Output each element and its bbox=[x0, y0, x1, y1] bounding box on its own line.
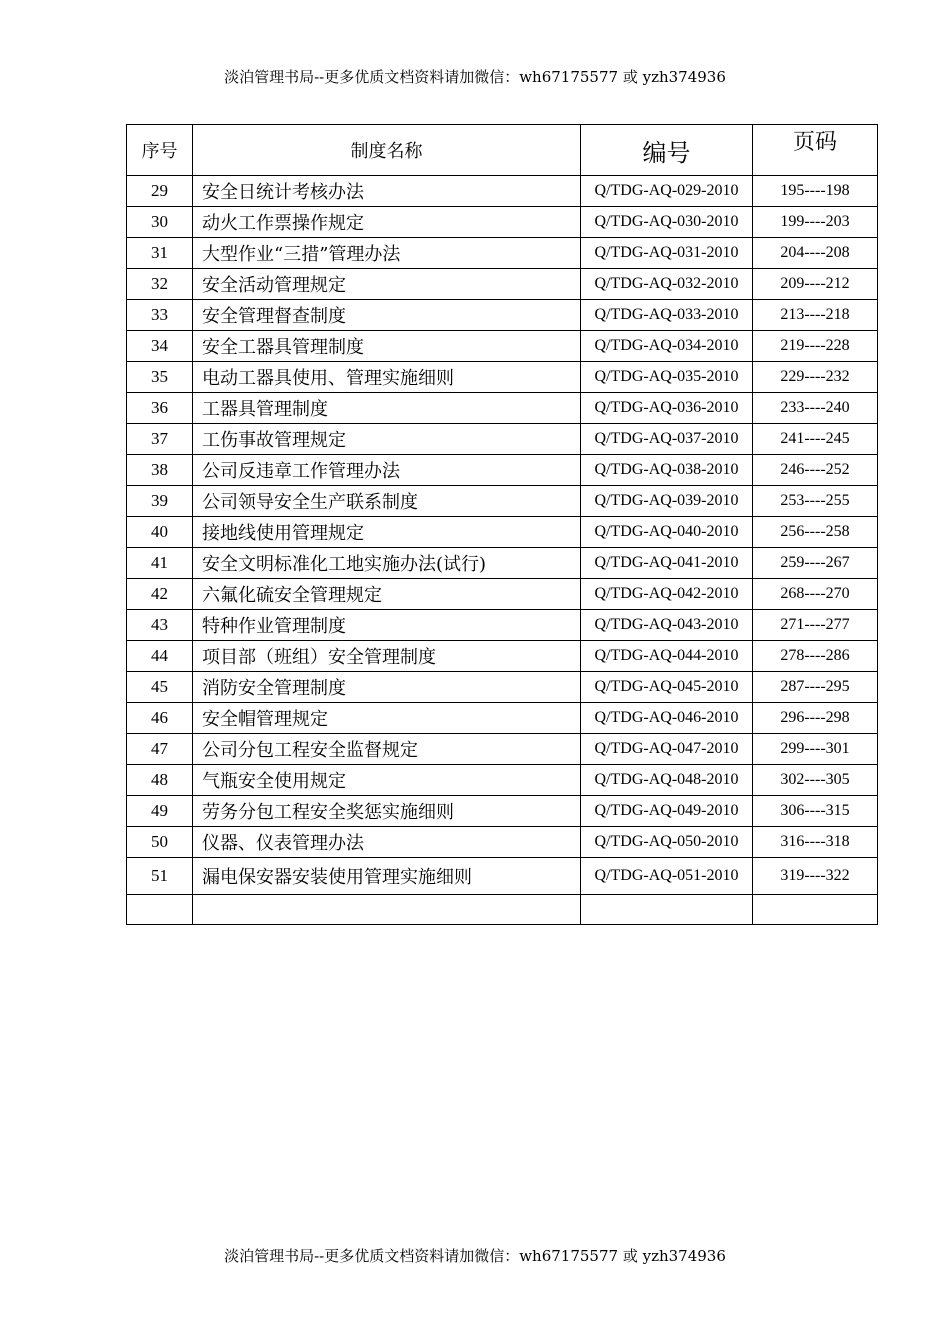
row-regulation-name: 工伤事故管理规定 bbox=[193, 424, 581, 455]
row-regulation-name: 漏电保安器安装使用管理实施细则 bbox=[193, 858, 581, 895]
row-page-range: 233----240 bbox=[753, 393, 878, 424]
row-number: 36 bbox=[127, 393, 193, 424]
row-number: 44 bbox=[127, 641, 193, 672]
row-number: 51 bbox=[127, 858, 193, 895]
column-header-code: 编号 bbox=[581, 125, 753, 176]
row-regulation-name: 劳务分包工程安全奖惩实施细则 bbox=[193, 796, 581, 827]
table-row bbox=[127, 672, 878, 703]
table-row bbox=[127, 796, 878, 827]
row-regulation-name: 仪器、仪表管理办法 bbox=[193, 827, 581, 858]
row-regulation-name: 安全工器具管理制度 bbox=[193, 331, 581, 362]
row-document-code: Q/TDG-AQ-039-2010 bbox=[581, 486, 753, 517]
row-number: 48 bbox=[127, 765, 193, 796]
table-row bbox=[127, 703, 878, 734]
regulations-table bbox=[126, 124, 878, 925]
row-regulation-name: 安全管理督查制度 bbox=[193, 300, 581, 331]
row-page-range: 219----228 bbox=[753, 331, 878, 362]
row-regulation-name: 安全帽管理规定 bbox=[193, 703, 581, 734]
row-page-range: 213----218 bbox=[753, 300, 878, 331]
row-page-range: 209----212 bbox=[753, 269, 878, 300]
row-number: 30 bbox=[127, 207, 193, 238]
row-page-range: 256----258 bbox=[753, 517, 878, 548]
table-row bbox=[127, 827, 878, 858]
table-row bbox=[127, 548, 878, 579]
row-document-code: Q/TDG-AQ-031-2010 bbox=[581, 238, 753, 269]
table-row bbox=[127, 393, 878, 424]
table-row bbox=[127, 486, 878, 517]
table-row bbox=[127, 424, 878, 455]
row-page-range: 195----198 bbox=[753, 176, 878, 207]
row-number: 43 bbox=[127, 610, 193, 641]
row-number: 39 bbox=[127, 486, 193, 517]
row-regulation-name: 特种作业管理制度 bbox=[193, 610, 581, 641]
row-document-code: Q/TDG-AQ-043-2010 bbox=[581, 610, 753, 641]
table-header-row bbox=[127, 125, 878, 176]
row-regulation-name: 电动工器具使用、管理实施细则 bbox=[193, 362, 581, 393]
row-regulation-name: 安全日统计考核办法 bbox=[193, 176, 581, 207]
row-regulation-name: 六氟化硫安全管理规定 bbox=[193, 579, 581, 610]
row-document-code: Q/TDG-AQ-038-2010 bbox=[581, 455, 753, 486]
row-regulation-name: 动火工作票操作规定 bbox=[193, 207, 581, 238]
row-page-range: 316----318 bbox=[753, 827, 878, 858]
row-number: 33 bbox=[127, 300, 193, 331]
row-number: 35 bbox=[127, 362, 193, 393]
row-document-code: Q/TDG-AQ-044-2010 bbox=[581, 641, 753, 672]
table-row bbox=[127, 207, 878, 238]
row-number: 40 bbox=[127, 517, 193, 548]
empty-cell bbox=[581, 895, 753, 925]
row-document-code: Q/TDG-AQ-047-2010 bbox=[581, 734, 753, 765]
row-number: 29 bbox=[127, 176, 193, 207]
table-row bbox=[127, 858, 878, 895]
table-row bbox=[127, 610, 878, 641]
row-regulation-name: 大型作业“三措”管理办法 bbox=[193, 238, 581, 269]
row-page-range: 287----295 bbox=[753, 672, 878, 703]
row-regulation-name: 工器具管理制度 bbox=[193, 393, 581, 424]
row-document-code: Q/TDG-AQ-049-2010 bbox=[581, 796, 753, 827]
row-page-range: 246----252 bbox=[753, 455, 878, 486]
table-row-empty bbox=[127, 895, 878, 925]
row-document-code: Q/TDG-AQ-035-2010 bbox=[581, 362, 753, 393]
row-page-range: 268----270 bbox=[753, 579, 878, 610]
row-regulation-name: 安全文明标准化工地实施办法(试行) bbox=[193, 548, 581, 579]
row-document-code: Q/TDG-AQ-051-2010 bbox=[581, 858, 753, 895]
page-footer-text: 淡泊管理书局--更多优质文档资料请加微信：wh67175577 或 yzh374936 bbox=[224, 1247, 726, 1265]
row-number: 49 bbox=[127, 796, 193, 827]
row-regulation-name: 安全活动管理规定 bbox=[193, 269, 581, 300]
row-regulation-name: 公司反违章工作管理办法 bbox=[193, 455, 581, 486]
row-page-range: 271----277 bbox=[753, 610, 878, 641]
row-page-range: 296----298 bbox=[753, 703, 878, 734]
table-row bbox=[127, 734, 878, 765]
row-number: 41 bbox=[127, 548, 193, 579]
row-number: 45 bbox=[127, 672, 193, 703]
table-row bbox=[127, 517, 878, 548]
row-page-range: 306----315 bbox=[753, 796, 878, 827]
row-document-code: Q/TDG-AQ-045-2010 bbox=[581, 672, 753, 703]
row-number: 47 bbox=[127, 734, 193, 765]
row-number: 46 bbox=[127, 703, 193, 734]
table-row bbox=[127, 331, 878, 362]
table-row bbox=[127, 176, 878, 207]
table-row bbox=[127, 300, 878, 331]
row-number: 37 bbox=[127, 424, 193, 455]
row-document-code: Q/TDG-AQ-032-2010 bbox=[581, 269, 753, 300]
row-document-code: Q/TDG-AQ-050-2010 bbox=[581, 827, 753, 858]
row-number: 34 bbox=[127, 331, 193, 362]
row-regulation-name: 公司领导安全生产联系制度 bbox=[193, 486, 581, 517]
table-row bbox=[127, 765, 878, 796]
row-document-code: Q/TDG-AQ-037-2010 bbox=[581, 424, 753, 455]
row-number: 42 bbox=[127, 579, 193, 610]
table-row bbox=[127, 238, 878, 269]
table-row bbox=[127, 362, 878, 393]
row-page-range: 259----267 bbox=[753, 548, 878, 579]
row-regulation-name: 消防安全管理制度 bbox=[193, 672, 581, 703]
empty-cell bbox=[193, 895, 581, 925]
row-page-range: 299----301 bbox=[753, 734, 878, 765]
row-page-range: 302----305 bbox=[753, 765, 878, 796]
row-page-range: 319----322 bbox=[753, 858, 878, 895]
row-page-range: 199----203 bbox=[753, 207, 878, 238]
column-header-pages: 页码 bbox=[753, 125, 878, 176]
page-header-text: 淡泊管理书局--更多优质文档资料请加微信：wh67175577 或 yzh374936 bbox=[224, 68, 726, 86]
row-document-code: Q/TDG-AQ-042-2010 bbox=[581, 579, 753, 610]
empty-cell bbox=[127, 895, 193, 925]
row-number: 31 bbox=[127, 238, 193, 269]
row-number: 32 bbox=[127, 269, 193, 300]
row-document-code: Q/TDG-AQ-029-2010 bbox=[581, 176, 753, 207]
row-regulation-name: 项目部（班组）安全管理制度 bbox=[193, 641, 581, 672]
empty-cell bbox=[753, 895, 878, 925]
row-page-range: 278----286 bbox=[753, 641, 878, 672]
row-number: 38 bbox=[127, 455, 193, 486]
table-row bbox=[127, 269, 878, 300]
row-document-code: Q/TDG-AQ-041-2010 bbox=[581, 548, 753, 579]
column-header-no: 序号 bbox=[127, 125, 193, 176]
row-regulation-name: 接地线使用管理规定 bbox=[193, 517, 581, 548]
row-page-range: 253----255 bbox=[753, 486, 878, 517]
row-document-code: Q/TDG-AQ-036-2010 bbox=[581, 393, 753, 424]
column-header-name: 制度名称 bbox=[193, 125, 581, 176]
table-row bbox=[127, 579, 878, 610]
row-document-code: Q/TDG-AQ-034-2010 bbox=[581, 331, 753, 362]
row-document-code: Q/TDG-AQ-048-2010 bbox=[581, 765, 753, 796]
row-regulation-name: 气瓶安全使用规定 bbox=[193, 765, 581, 796]
table-row bbox=[127, 455, 878, 486]
table-row bbox=[127, 641, 878, 672]
row-page-range: 229----232 bbox=[753, 362, 878, 393]
row-page-range: 241----245 bbox=[753, 424, 878, 455]
row-page-range: 204----208 bbox=[753, 238, 878, 269]
row-document-code: Q/TDG-AQ-030-2010 bbox=[581, 207, 753, 238]
row-document-code: Q/TDG-AQ-040-2010 bbox=[581, 517, 753, 548]
row-number: 50 bbox=[127, 827, 193, 858]
row-document-code: Q/TDG-AQ-046-2010 bbox=[581, 703, 753, 734]
row-document-code: Q/TDG-AQ-033-2010 bbox=[581, 300, 753, 331]
row-regulation-name: 公司分包工程安全监督规定 bbox=[193, 734, 581, 765]
